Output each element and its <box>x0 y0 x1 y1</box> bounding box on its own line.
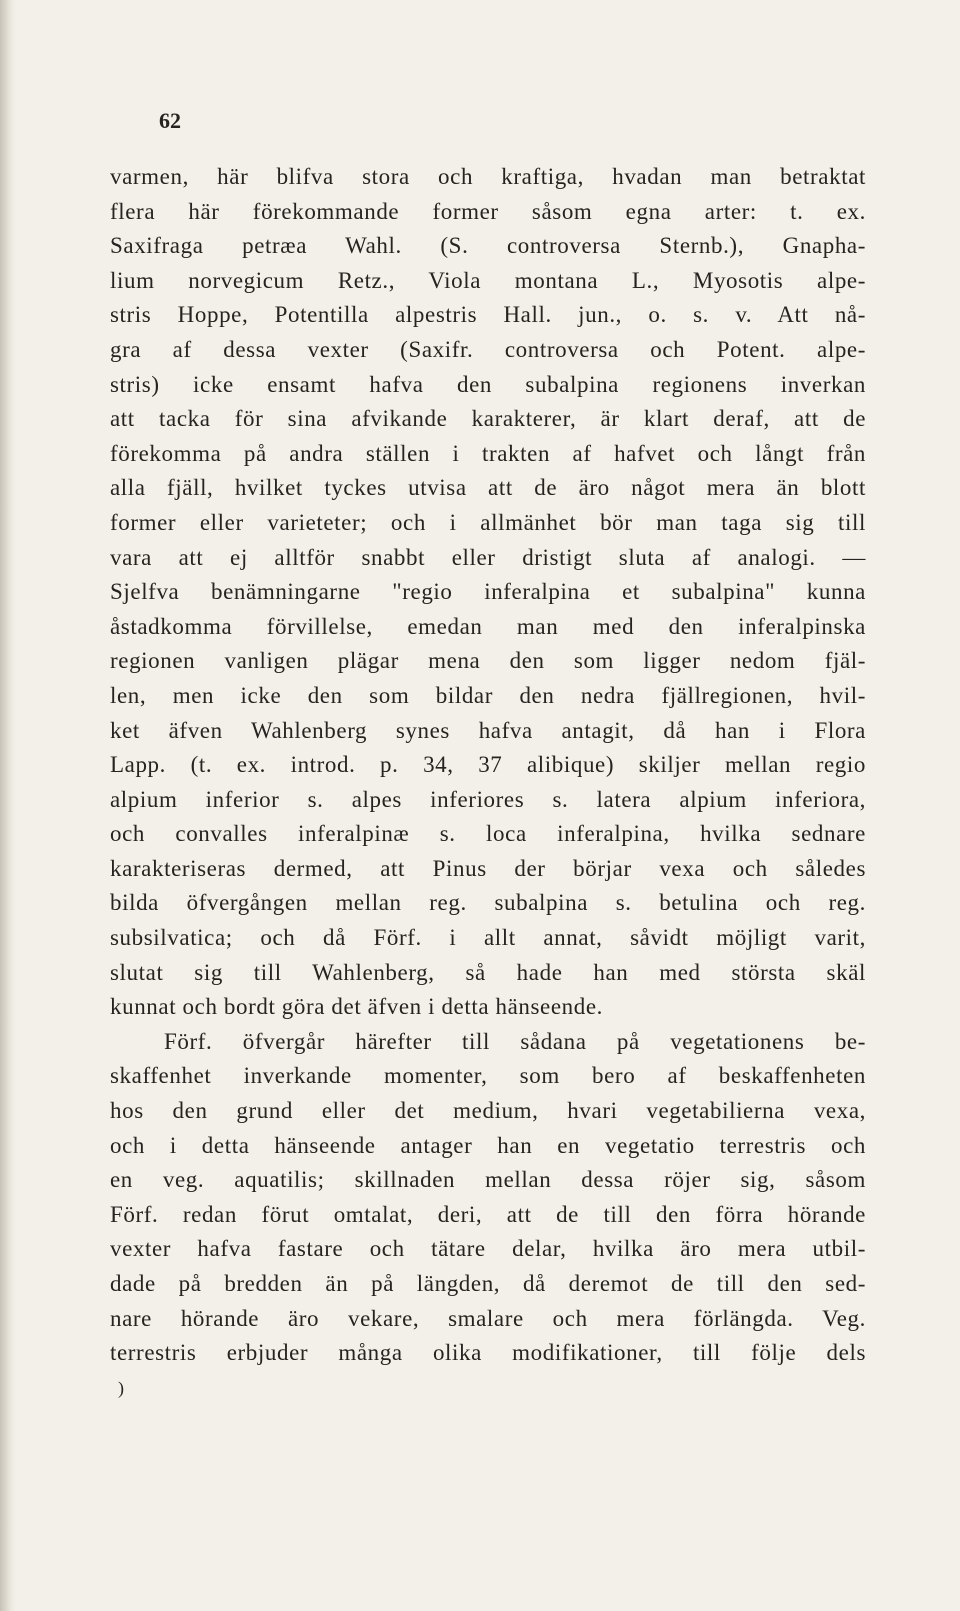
page-number: 62 <box>159 108 181 133</box>
text-line: len, men icke den som bildar den nedra fjällregionen, hvil- <box>110 682 866 708</box>
text-line: alla fjäll, hvilket tyckes utvisa att de äro något mera än blott <box>110 475 866 501</box>
text-line: Sjelfva benämningarne "regio inferalpina et subalpina" kunna <box>110 579 866 605</box>
text-line: gra af dessa vexter (Saxifr. controversa och Potent. alpe- <box>110 336 866 362</box>
text-line: förekomma på andra ställen i trakten af hafvet och långt från <box>110 440 866 466</box>
text-line: skaffenhet inverkande momenter, som bero af beskaffenheten <box>110 1063 866 1089</box>
text-line: ket äfven Wahlenberg synes hafva antagit, då han i Flora <box>110 717 866 743</box>
text-line: Lapp. (t. ex. introd. p. 34, 37 alibique) skiljer mellan regio <box>110 752 866 778</box>
text-line: varmen, här blifva stora och kraftiga, hvadan man betraktat <box>110 164 866 189</box>
page-binding-edge <box>0 0 16 1611</box>
text-line: regionen vanligen plägar mena den som ligger nedom fjäl- <box>110 648 866 674</box>
text-line: flera här förekommande former såsom egna arter: t. ex. <box>110 198 866 224</box>
text-line: lium norvegicum Retz., Viola montana L., Myosotis alpe- <box>110 267 866 293</box>
text-line: nare hörande äro vekare, smalare och mera förlängda. Veg. <box>110 1305 866 1331</box>
text-line: att tacka för sina afvikande karakterer, är klart deraf, att de <box>110 406 866 432</box>
text-line: kunnat och bordt göra det äfven i detta hänseende. <box>110 994 604 1020</box>
text-line: en veg. aquatilis; skillnaden mellan dessa röjer sig, såsom <box>110 1167 866 1193</box>
text-line: stris Hoppe, Potentilla alpestris Hall. jun., o. s. v. Att nå- <box>110 302 866 328</box>
signature-mark: ) <box>118 1377 125 1398</box>
text-line: och convalles inferalpinæ s. loca inferalpina, hvilka sednare <box>110 821 866 847</box>
text-line: vara att ej alltför snabbt eller dristigt sluta af analogi. — <box>110 544 866 570</box>
text-line: stris) icke ensamt hafva den subalpina regionens inverkan <box>110 371 866 397</box>
text-line: vexter hafva fastare och tätare delar, hvilka äro mera utbil- <box>110 1236 866 1262</box>
text-line: åstadkomma förvillelse, emedan man med den inferalpinska <box>110 613 866 639</box>
text-line: Förf. redan förut omtalat, deri, att de till den förra hörande <box>110 1201 866 1227</box>
text-line: hos den grund eller det medium, hvari vegetabilierna vexa, <box>110 1098 866 1124</box>
text-line: dade på bredden än på längden, då deremot de till den sed- <box>110 1271 866 1296</box>
text-line: former eller varieteter; och i allmänhet bör man taga sig till <box>110 509 866 535</box>
text-line: alpium inferior s. alpes inferiores s. latera alpium inferiora, <box>110 786 866 812</box>
text-line: subsilvatica; och då Förf. i allt annat, såvidt möjligt varit, <box>110 925 866 951</box>
text-line: slutat sig till Wahlenberg, så hade han med största skäl <box>110 959 866 985</box>
text-line: karakteriseras dermed, att Pinus der börjar vexa och således <box>110 855 866 881</box>
text-line: och i detta hänseende antager han en vegetatio terrestris och <box>110 1132 866 1158</box>
body-text <box>110 160 866 1405</box>
text-line: terrestris erbjuder många olika modifikationer, till följe dels <box>110 1340 866 1366</box>
text-line: bilda öfvergången mellan reg. subalpina s. betulina och reg. <box>110 890 866 916</box>
text-line: Förf. öfvergår härefter till sådana på vegetationens be- <box>164 1028 866 1054</box>
text-line: Saxifraga petræa Wahl. (S. controversa Sternb.), Gnapha- <box>110 233 866 259</box>
